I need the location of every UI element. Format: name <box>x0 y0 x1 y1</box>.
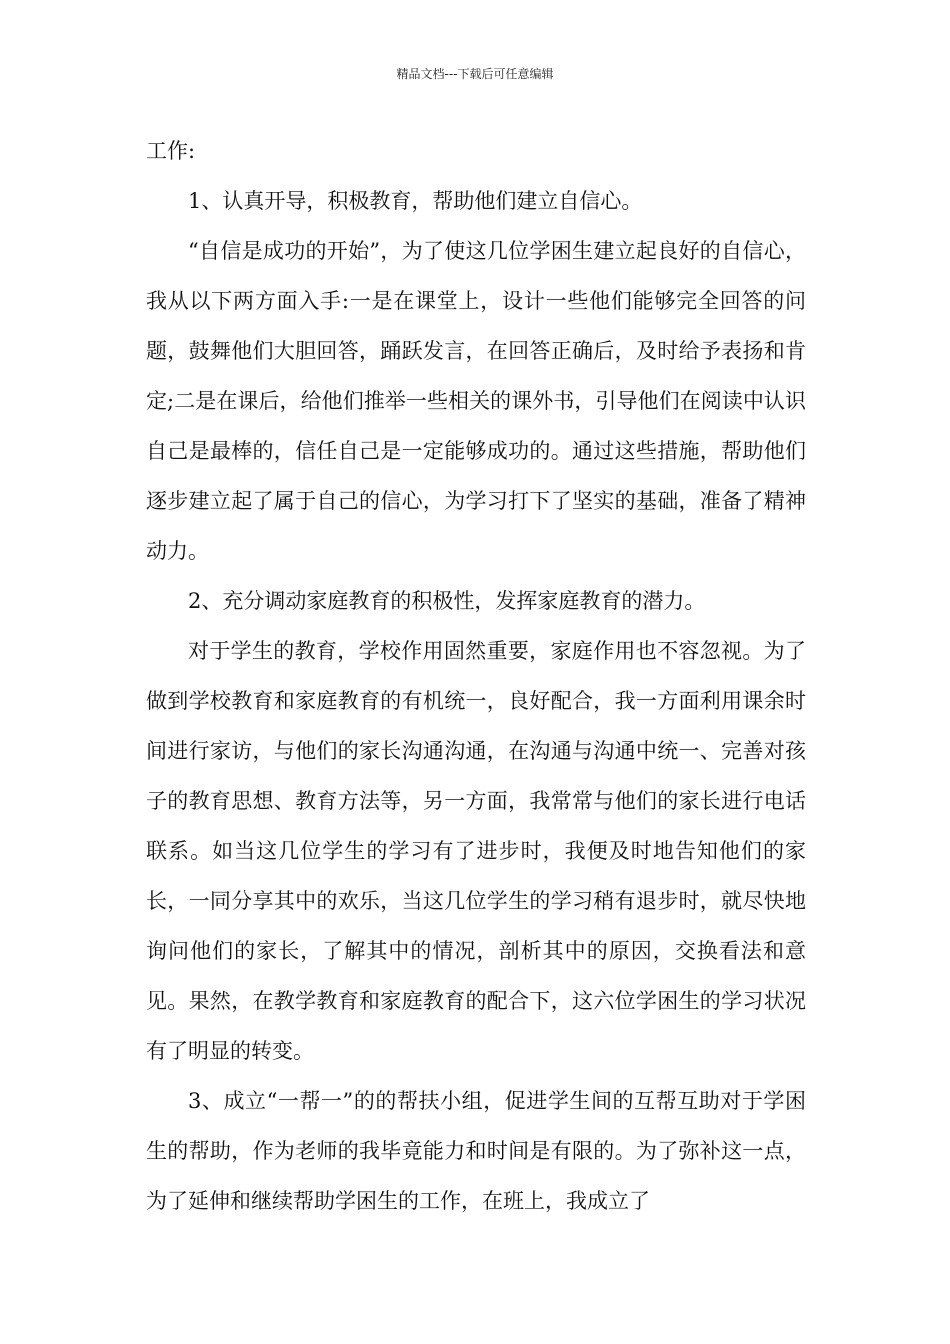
paragraph-heading-2: 2、充分调动家庭教育的积极性，发挥家庭教育的潜力。 <box>188 589 706 613</box>
paragraph-family-education: 对于学生的教育，学校作用固然重要，家庭作用也不容忽视。为了做到学校教育和家庭教育的有机统一，良好配合，我一方面利用课余时间进行家访，与他们的家长沟通沟通，在沟通与沟通中统一、完善对孩子的教育思想、教育方法等，另一方面，我常常与他们的家长进行电话联系。如当这几位学生的学习有了进步时，我便及时地告知他们的家长，一同分享其中的欢乐，当这几位学生的学习稍有退步时，就尽快地询问他们的家长，了解其中的情况，剖析其中的原因，交换看法和意见。果然，在教学教育和家庭教育的配合下，这六位学困生的学习状况有了明显的转变。 <box>146 639 806 1063</box>
page-header: 精品文档---下载后可任意编辑 <box>396 67 554 81</box>
paragraph-heading-1: 1、认真开导，积极教育，帮助他们建立自信心。 <box>188 189 643 213</box>
document-body <box>146 126 806 1226</box>
paragraph-heading-3: 3、成立“一帮一”的的帮扶小组，促进学生间的互帮互助对于学困生的帮助，作为老师的我毕竟能力和时间是有限的。为了弥补这一点，为了延伸和继续帮助学困生的工作，在班上，我成立了 <box>146 1089 806 1213</box>
paragraph-confidence: “自信是成功的开始”，为了使这几位学困生建立起良好的自信心，我从以下两方面入手:一是在课堂上，设计一些他们能够完全回答的问题，鼓舞他们大胆回答，踊跃发言，在回答正确后，及时给予表扬和肯定;二是在课后，给他们推举一些相关的课外书，引导他们在阅读中认识自己是最棒的，信任自己是一定能够成功的。通过这些措施，帮助他们逐步建立起了属于自己的信心，为学习打下了坚实的基础，准备了精神动力。 <box>146 239 806 563</box>
paragraph-work-label: 工作: <box>146 139 196 163</box>
